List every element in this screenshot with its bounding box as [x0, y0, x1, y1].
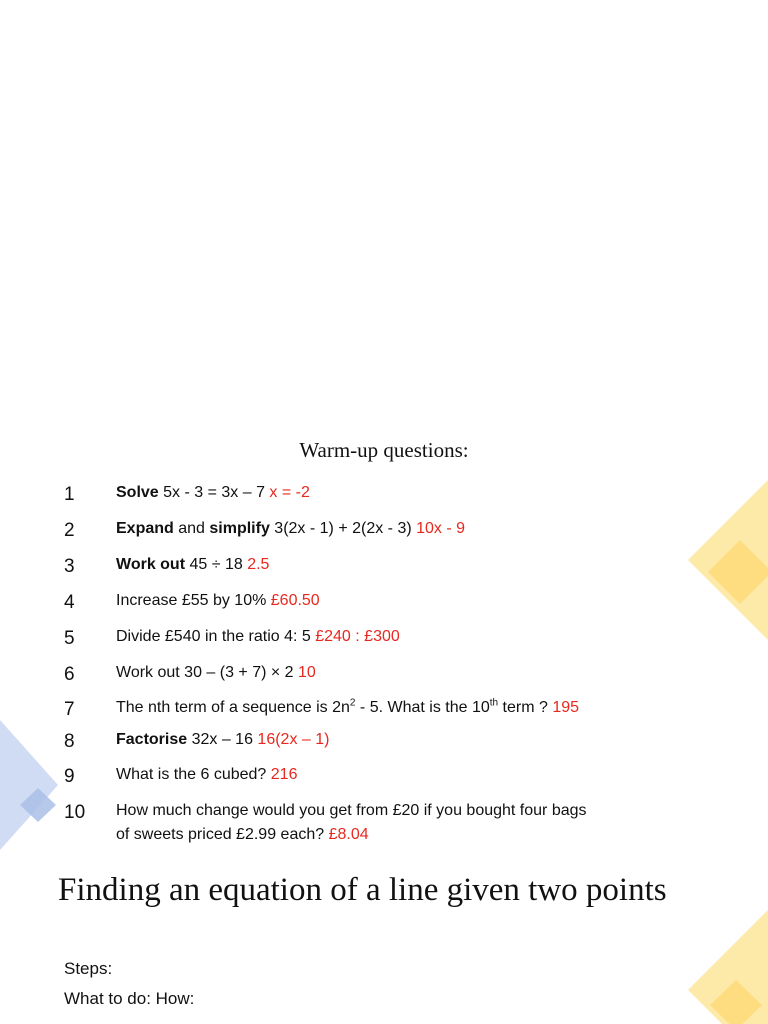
question-number: 8 [64, 731, 75, 752]
question-7 [116, 699, 579, 717]
answer: £60.50 [270, 592, 320, 609]
question-text: of sweets priced £2.99 each? [116, 826, 329, 843]
question-text: Divide £540 in the ratio 4: 5 [116, 628, 316, 645]
question-10-line2 [116, 826, 369, 844]
section-heading: Finding an equation of a line given two points [58, 872, 667, 908]
question-text: Increase £55 by 10% [116, 592, 271, 609]
question-number: 6 [64, 664, 75, 685]
question-text: How much change would you get from £20 if you bought four bags [116, 802, 587, 819]
question-9 [116, 766, 297, 784]
answer: x = -2 [269, 484, 310, 501]
answer: £8.04 [328, 826, 369, 843]
question-number: 7 [64, 699, 75, 720]
yellow-diamond-decoration-top [660, 460, 768, 660]
superscript: th [489, 697, 499, 709]
superscript: 2 [349, 697, 356, 709]
question-text: 5x - 3 = 3x – 7 [158, 484, 270, 501]
answer: 10 [298, 664, 316, 681]
question-8 [116, 731, 329, 749]
question-text: - 5. What is the 10 [355, 699, 490, 716]
question-number: 5 [64, 628, 75, 649]
question-number: 9 [64, 766, 75, 787]
question-keyword: simplify [209, 520, 270, 537]
question-number: 1 [64, 484, 75, 505]
question-text: 45 ÷ 18 [185, 556, 248, 573]
page-title: Warm-up questions: [299, 438, 469, 462]
question-2 [116, 520, 465, 538]
steps-label: Steps: [64, 959, 113, 978]
question-6 [116, 664, 316, 682]
question-number: 3 [64, 556, 75, 577]
answer: 216 [270, 766, 298, 783]
blue-diamond-decoration [0, 720, 70, 860]
question-text: term ? [498, 699, 553, 716]
question-text: 3(2x - 1) + 2(2x - 3) [269, 520, 417, 537]
question-text: 32x – 16 [187, 731, 258, 748]
question-3 [116, 556, 269, 574]
question-text: The nth term of a sequence is 2n [116, 699, 350, 716]
question-number: 4 [64, 592, 75, 613]
answer: 2.5 [247, 556, 270, 573]
question-text: and [173, 520, 210, 537]
question-keyword: Work out [116, 556, 186, 573]
question-number: 2 [64, 520, 75, 541]
question-4 [116, 592, 320, 610]
answer: 16(2x – 1) [257, 731, 330, 748]
question-10-line1 [116, 802, 651, 820]
question-keyword: Expand [116, 520, 174, 537]
question-keyword: Factorise [116, 731, 188, 748]
answer: 195 [552, 699, 580, 716]
question-keyword: Solve [116, 484, 159, 501]
question-text: Work out 30 – (3 + 7) × 2 [116, 664, 299, 681]
what-to-do-label: What to do: How: [64, 989, 195, 1008]
yellow-diamond-decoration-bottom [680, 910, 768, 1024]
question-5 [116, 628, 400, 646]
answer: £240 : £300 [315, 628, 400, 645]
question-text: What is the 6 cubed? [116, 766, 271, 783]
question-number: 10 [64, 802, 86, 823]
question-1 [116, 484, 310, 502]
answer: 10x - 9 [416, 520, 466, 537]
